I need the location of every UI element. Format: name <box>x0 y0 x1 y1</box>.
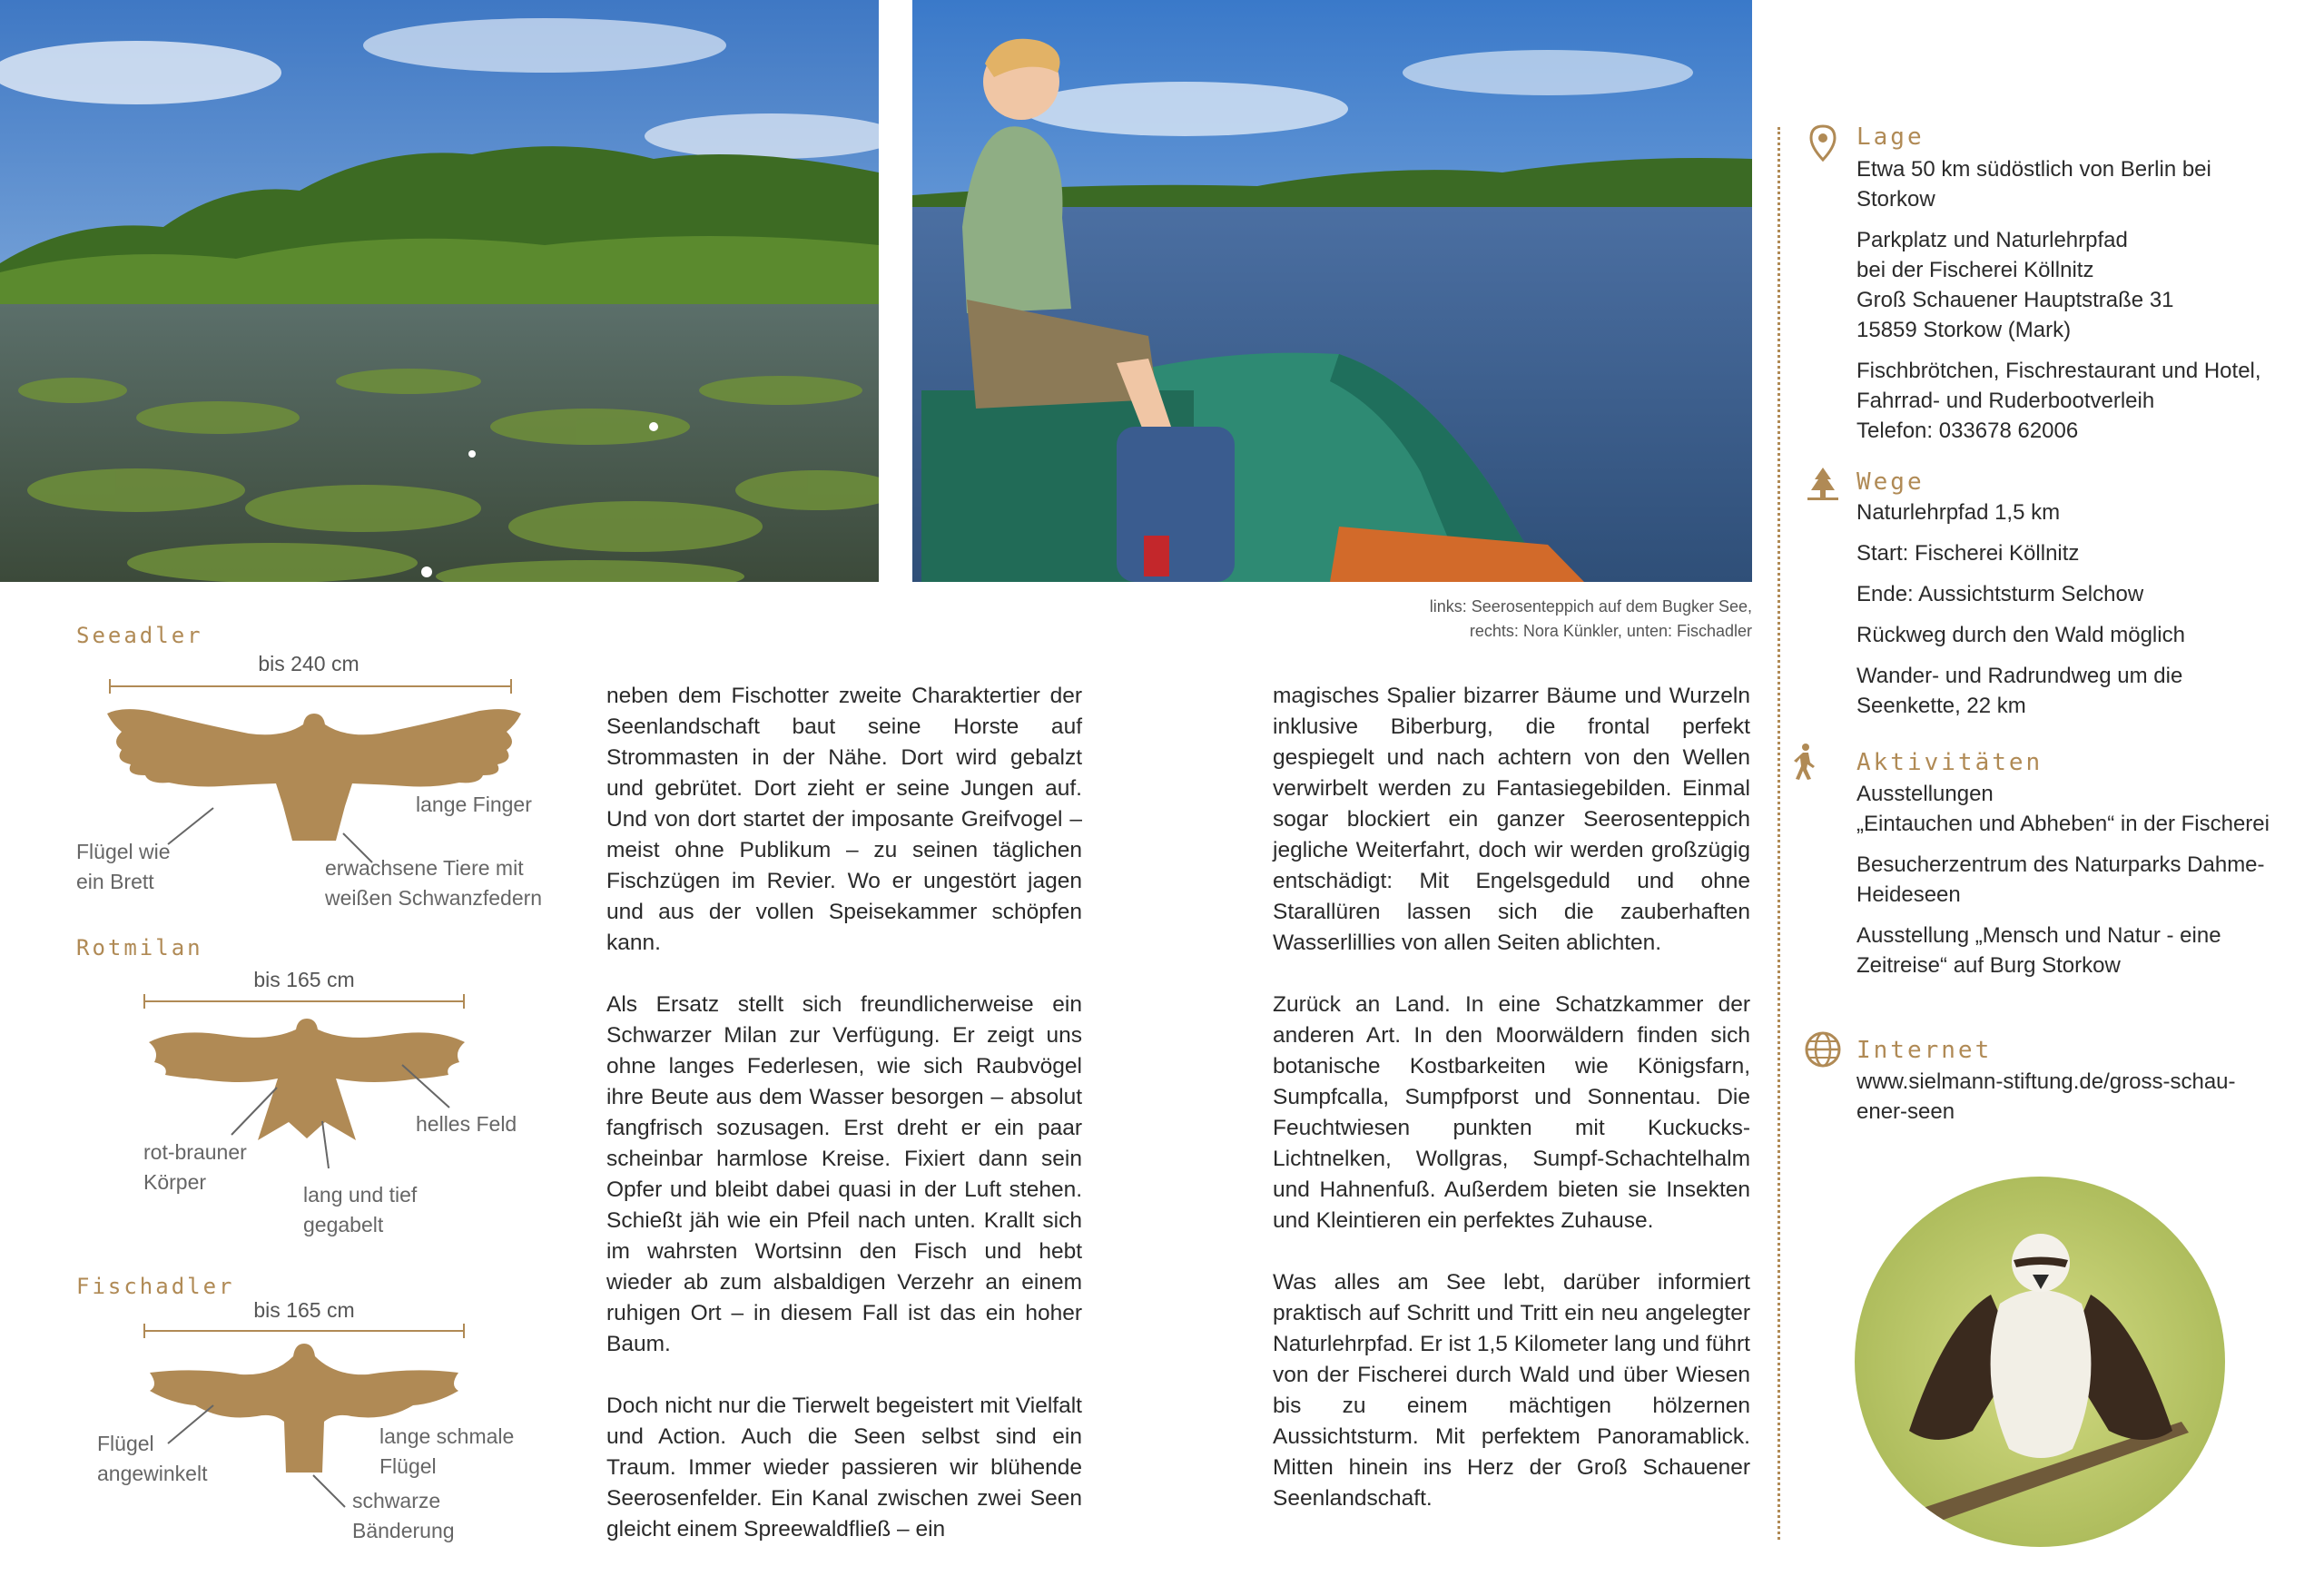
sidebar-block-internet <box>1856 1067 2283 1138</box>
wege-item: Wander- und Radrundweg um die Seenkette, 22 km <box>1856 664 2183 718</box>
internet-link[interactable]: www.sielmann-stiftung.de/gross-schau- ener-seen <box>1856 1069 2236 1124</box>
note-rotbrauner-koerper: rot-brauner Körper <box>143 1140 247 1194</box>
sidebar-block-lage <box>1856 154 2283 457</box>
lage-services: Fischbrötchen, Fischrestaurant und Hotel, Fahrrad- und Ruderbootverleih Telefon: 033678 62006 <box>1856 359 2261 443</box>
wege-item: Rückweg durch den Wald möglich <box>1856 623 2185 647</box>
article-paragraph: Doch nicht nur die Tierwelt begeistert mit Vielfalt und Action. Auch die Seen selbst sind ein Traum. Immer wieder passieren wir blühende Seerosenfelder. Ein Kanal zwischen zwei Seen gleicht einem Spreewaldfließ – ein <box>606 1394 1082 1542</box>
wingspan-label-fischadler: bis 165 cm <box>253 1298 355 1322</box>
wege-item: Start: Fischerei Köllnitz <box>1856 541 2080 566</box>
wingspan-line-fischadler <box>143 1330 465 1332</box>
photo-caption <box>1180 595 1752 644</box>
note-helles-feld: helles Feld <box>416 1112 517 1136</box>
sidebar-heading-wege: Wege <box>1856 468 1925 496</box>
wege-item: Naturlehrpfad 1,5 km <box>1856 500 2061 525</box>
bird-title-fischadler: Fischadler <box>76 1274 235 1299</box>
wingspan-line-rotmilan <box>143 1000 465 1002</box>
article-paragraph: neben dem Fischotter zweite Charaktertier der Seenlandschaft baut seine Horste auf Strommasten in der Nähe. Dort wird gebalzt und gebrütet. Dort zieht er seine Jungen auf. Und von dort startet der imposante Greifvogel – meist ohne Publikum – zu seinen täglichen Fischzügen im Revier. Wo er ungestört jagen und aus der vollen Speisekammer schöpfen kann. <box>606 684 1082 955</box>
note-schwarze-baenderung: schwarze Bänderung <box>352 1489 455 1542</box>
article-paragraph: Zurück an Land. In eine Schatzkammer der anderen Art. In den Moorwäldern finden sich botanische Kostbarkeiten wie Königsfarn, Sumpfcalla, Sumpfporst und Sonnentau. Die Feuchtwiesen punkten mit Kuckucks-Lichtnelken, Wollgras, Sumpf-Schachtelhalm und Hahnenfuß. Außerdem bieten sie Insekten und Kleintieren ein perfektes Zuhause. <box>1273 992 1750 1233</box>
note-lange-schmale-fluegel: lange schmale Flügel <box>379 1424 515 1478</box>
lage-address: Parkplatz und Naturlehrpfad bei der Fischerei Köllnitz Groß Schauener Hauptstraße 31 15859 Storkow (Mark) <box>1856 228 2174 342</box>
sidebar-heading-aktivitaeten: Aktivitäten <box>1856 749 2043 776</box>
lage-location: Etwa 50 km südöstlich von Berlin bei Storkow <box>1856 157 2211 212</box>
wingspan-line-seeadler <box>109 685 512 687</box>
article-paragraph: Was alles am See lebt, darüber informiert praktisch auf Schritt und Tritt ein neu angelegter Naturlehrpfad. Er ist 1,5 Kilometer lang und führt von der Fischerei durch Wald und über Wiesen bis zu einem mächtigen hölzernen Aussichtsturm. Mit perfektem Panoramablick. Mitten hinein ins Herz der Groß Schauener Seenlandschaft. <box>1273 1270 1750 1511</box>
boat-photo <box>912 0 1752 582</box>
sidebar-block-aktivitaeten <box>1856 779 2283 991</box>
aktivitaeten-item: Ausstellungen „Eintauchen und Abheben“ in der Fischerei <box>1856 782 2270 836</box>
location-pin-icon <box>1804 123 1842 162</box>
note-lange-finger: lange Finger <box>416 793 532 816</box>
walking-person-icon <box>1785 743 1823 781</box>
osprey-photo <box>1855 1177 2225 1547</box>
note-gegabelt: lang und tief gegabelt <box>303 1183 418 1236</box>
wingspan-label-rotmilan: bis 165 cm <box>253 968 355 991</box>
article-paragraph: magisches Spalier bizarrer Bäume und Wurzeln inklusive Biberburg, die frontal perfekt gespiegelt und nach achtern von den Wellen verwirbelt werden zu Fantasiegebilden. Einmal sogar blockiert ein ganzer Seerosenteppich jegliche Weiterfahrt, doch wir werden großzügig entschädigt: Mit Engelsgeduld und ohne Starallüren lassen sich die zauberhaften Wasserlillies von allen Seiten ablichten. <box>1273 684 1750 955</box>
wingspan-label-seeadler: bis 240 cm <box>258 652 359 675</box>
pointer-line <box>163 803 218 849</box>
note-schwanzfedern: erwachsene Tiere mit weißen Schwanzfedern <box>325 856 543 910</box>
pointer-line <box>309 1471 354 1516</box>
lake-photo <box>0 0 879 582</box>
caption-line-1: links: Seerosenteppich auf dem Bugker See, <box>1429 597 1752 616</box>
article-paragraph: Als Ersatz stellt sich freundlicherweise ein Schwarzer Milan zur Verfügung. Er zeigt uns ohne langes Federlesen, wie sich Raubvögel ihre Beute aus dem Wasser besorgen – absolut fangfrisch sozusagen. Erst dreht er ein paar scheinbar harmlose Kreise. Fixiert dann sein Opfer und bleibt dabei quasi in der Luft stehen. Schießt jäh wie ein Pfeil nach unten. Krallt sich im wahrsten Wortsinn den Fisch und hebt wieder ab zum alsbaldigen Verzehr an einem ruhigen Ort – in diesem Fall ist das ein hoher Baum. <box>606 992 1082 1356</box>
wege-item: Ende: Aussichtsturm Selchow <box>1856 582 2144 606</box>
note-fluegel-brett: Flügel wie ein Brett <box>76 840 171 893</box>
article-column-middle <box>606 681 1082 1576</box>
caption-line-2: rechts: Nora Künkler, unten: Fischadler <box>1469 622 1752 640</box>
pointer-line <box>399 1062 454 1117</box>
pointer-line <box>227 1085 281 1139</box>
aktivitaeten-item: Ausstellung „Mensch und Natur - eine Zeitreise“ auf Burg Storkow <box>1856 923 2221 978</box>
sidebar-heading-internet: Internet <box>1856 1037 1993 1064</box>
article-column-right <box>1273 681 1750 1545</box>
note-fluegel-angewinkelt: Flügel angewinkelt <box>97 1432 208 1485</box>
globe-icon <box>1804 1030 1842 1069</box>
tree-icon <box>1804 465 1842 503</box>
bird-title-seeadler: Seeadler <box>76 623 203 648</box>
sidebar-divider <box>1777 127 1780 1540</box>
pointer-line <box>318 1118 336 1173</box>
bird-title-rotmilan: Rotmilan <box>76 935 203 960</box>
sidebar-block-wege <box>1856 497 2283 732</box>
sidebar-heading-lage: Lage <box>1856 123 1925 151</box>
aktivitaeten-item: Besucherzentrum des Naturparks Dahme-Heideseen <box>1856 852 2265 907</box>
